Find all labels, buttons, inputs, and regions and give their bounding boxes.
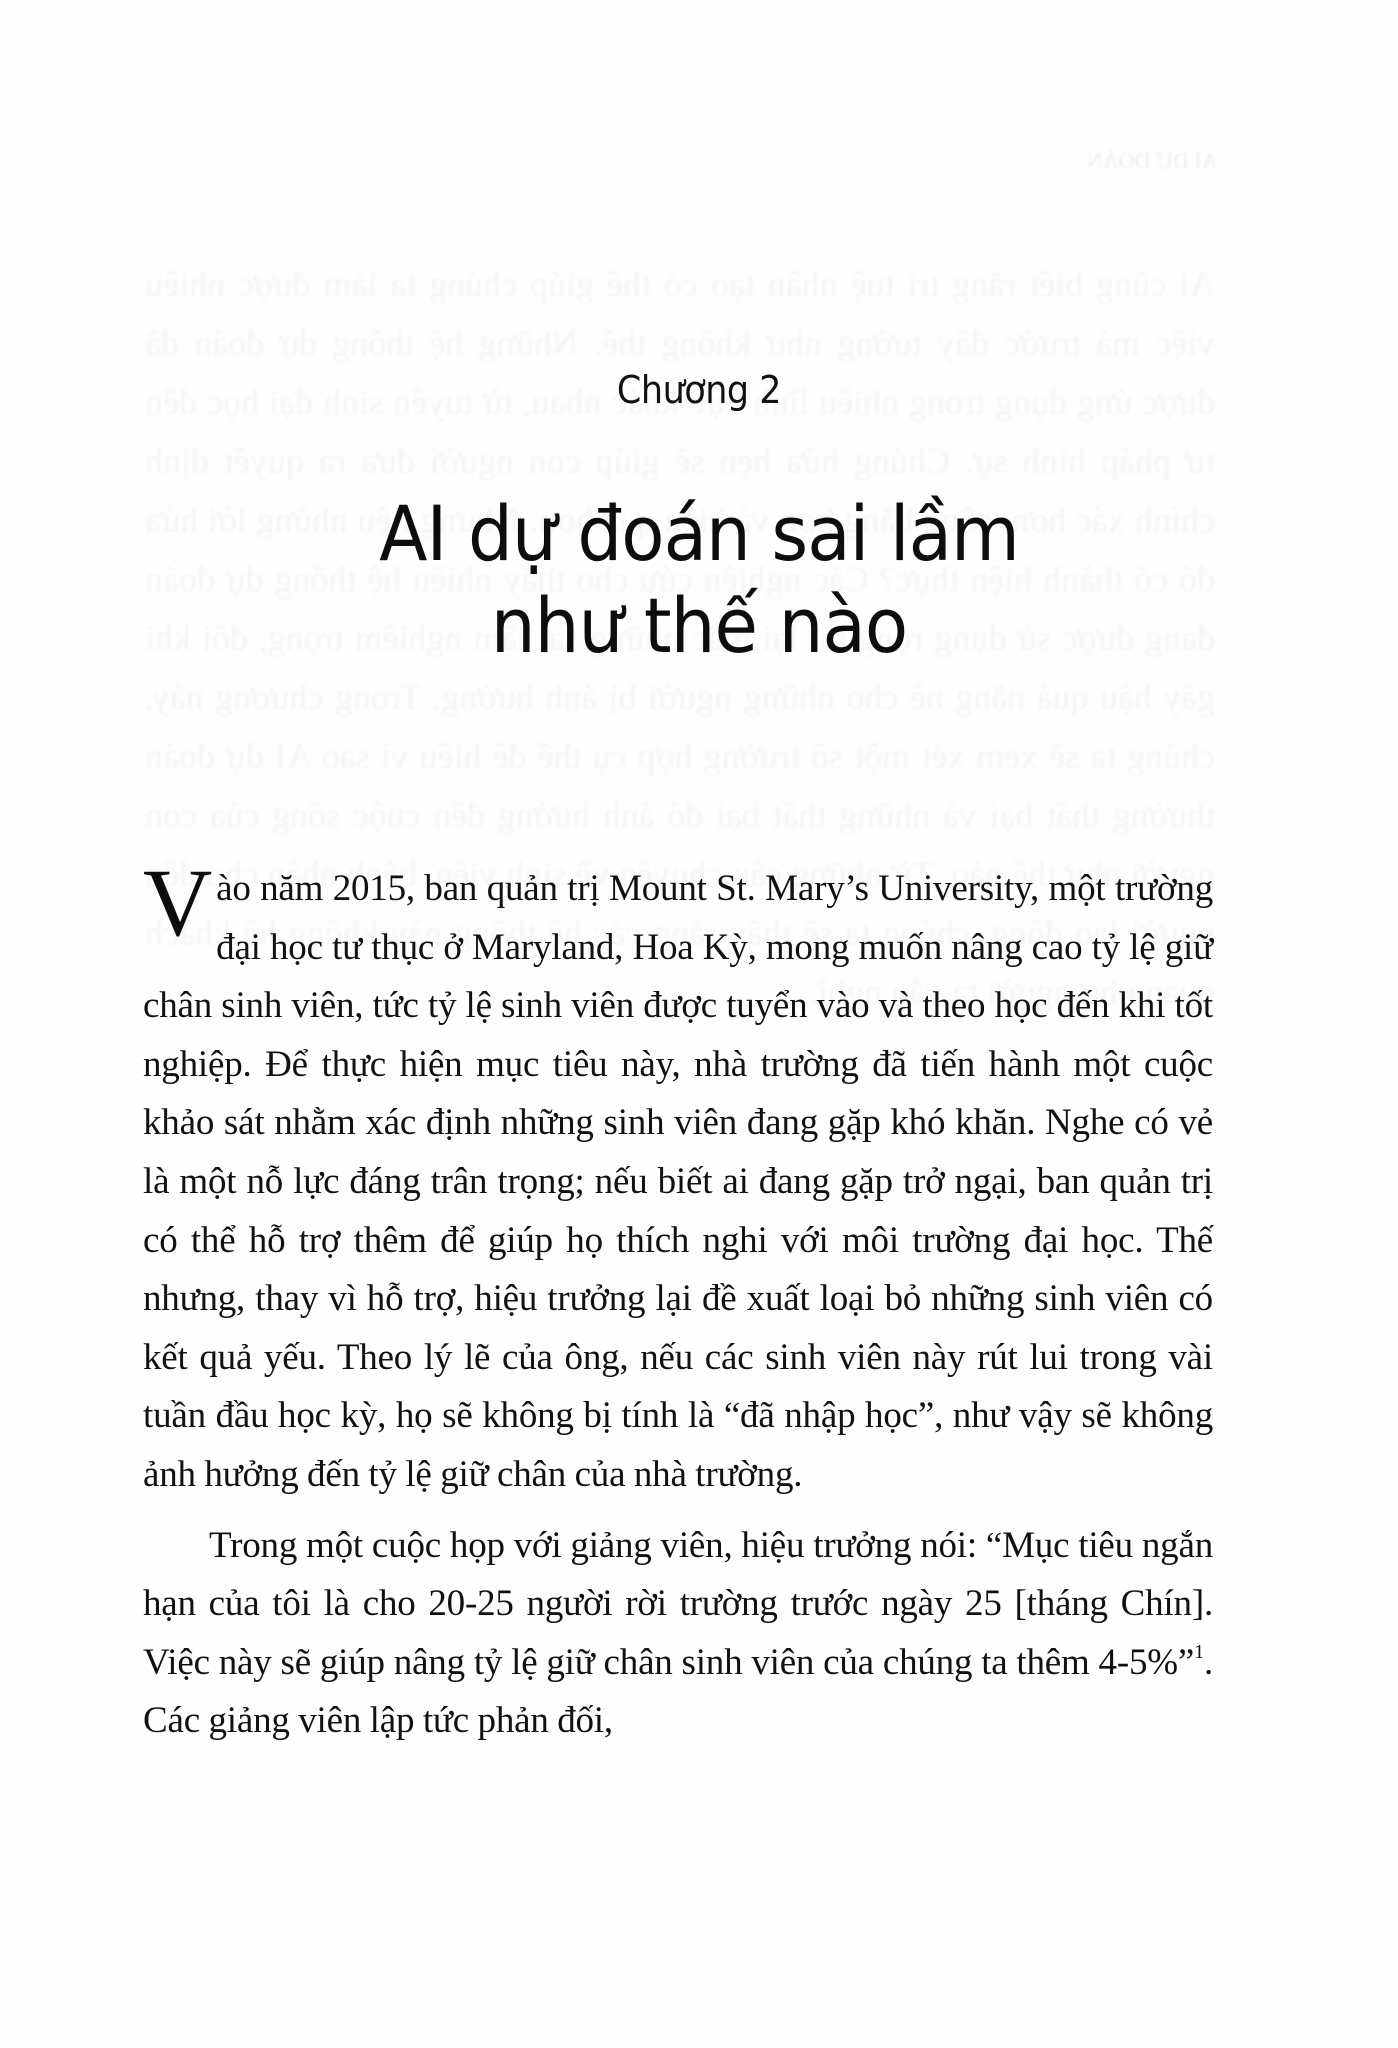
chapter-title-line-2: như thế nào [490, 581, 908, 670]
paragraph-2-text: Trong một cuộc họp với giảng viên, hiệu trưởng nói: “Mục tiêu ngắn hạn của tôi là cho 20-25 người rời trường trước ngày 25 [tháng Chín]. Việc này sẽ giúp nâng tỷ lệ giữ chân sinh viên của chúng ta thêm 4-5%” [143, 1524, 1213, 1683]
chapter-label: Chương 2 [616, 368, 782, 412]
chapter-title [0, 488, 1398, 672]
show-through-running-head: AI DỰ ĐOÁN [1087, 148, 1218, 173]
chapter-title-line-1: AI dự đoán sai lầm [379, 489, 1019, 578]
paragraph-2 [143, 1517, 1213, 1751]
paragraph-2-text-end: . Các giảng viên lập tức phản đối, [143, 1641, 1213, 1742]
footnote-marker[interactable]: 1 [1194, 1640, 1204, 1663]
drop-cap: V [143, 849, 213, 956]
body-text [143, 849, 1213, 1751]
paragraph-1 [143, 849, 1213, 1505]
paragraph-1-text: ào năm 2015, ban quản trị Mount St. Mary’s University, một trường đại học tư thục ở Maryland, Hoa Kỳ, mong muốn nâng cao tỷ lệ giữ chân sinh viên, tức tỷ lệ sinh viên được tuyển vào và theo học đến khi tốt nghiệp. Để thực hiện mục tiêu này, nhà trường đã tiến hành một cuộc khảo sát nhằm xác định những sinh viên đang gặp khó khăn. Nghe có vẻ là một nỗ lực đáng trân trọng; nếu biết ai đang gặp trở ngại, ban quản trị có thể hỗ trợ thêm để giúp họ thích nghi với môi trường đại học. Thế nhưng, thay vì hỗ trợ, hiệu trưởng lại đề xuất loại bỏ những sinh viên có kết quả yếu. Theo lý lẽ của ông, nếu các sinh viên này rút lui trong vài tuần đầu học kỳ, họ sẽ không bị tính là “đã nhập học”, như vậy sẽ không ảnh hưởng đến tỷ lệ giữ chân của nhà trường. [143, 868, 1213, 1495]
